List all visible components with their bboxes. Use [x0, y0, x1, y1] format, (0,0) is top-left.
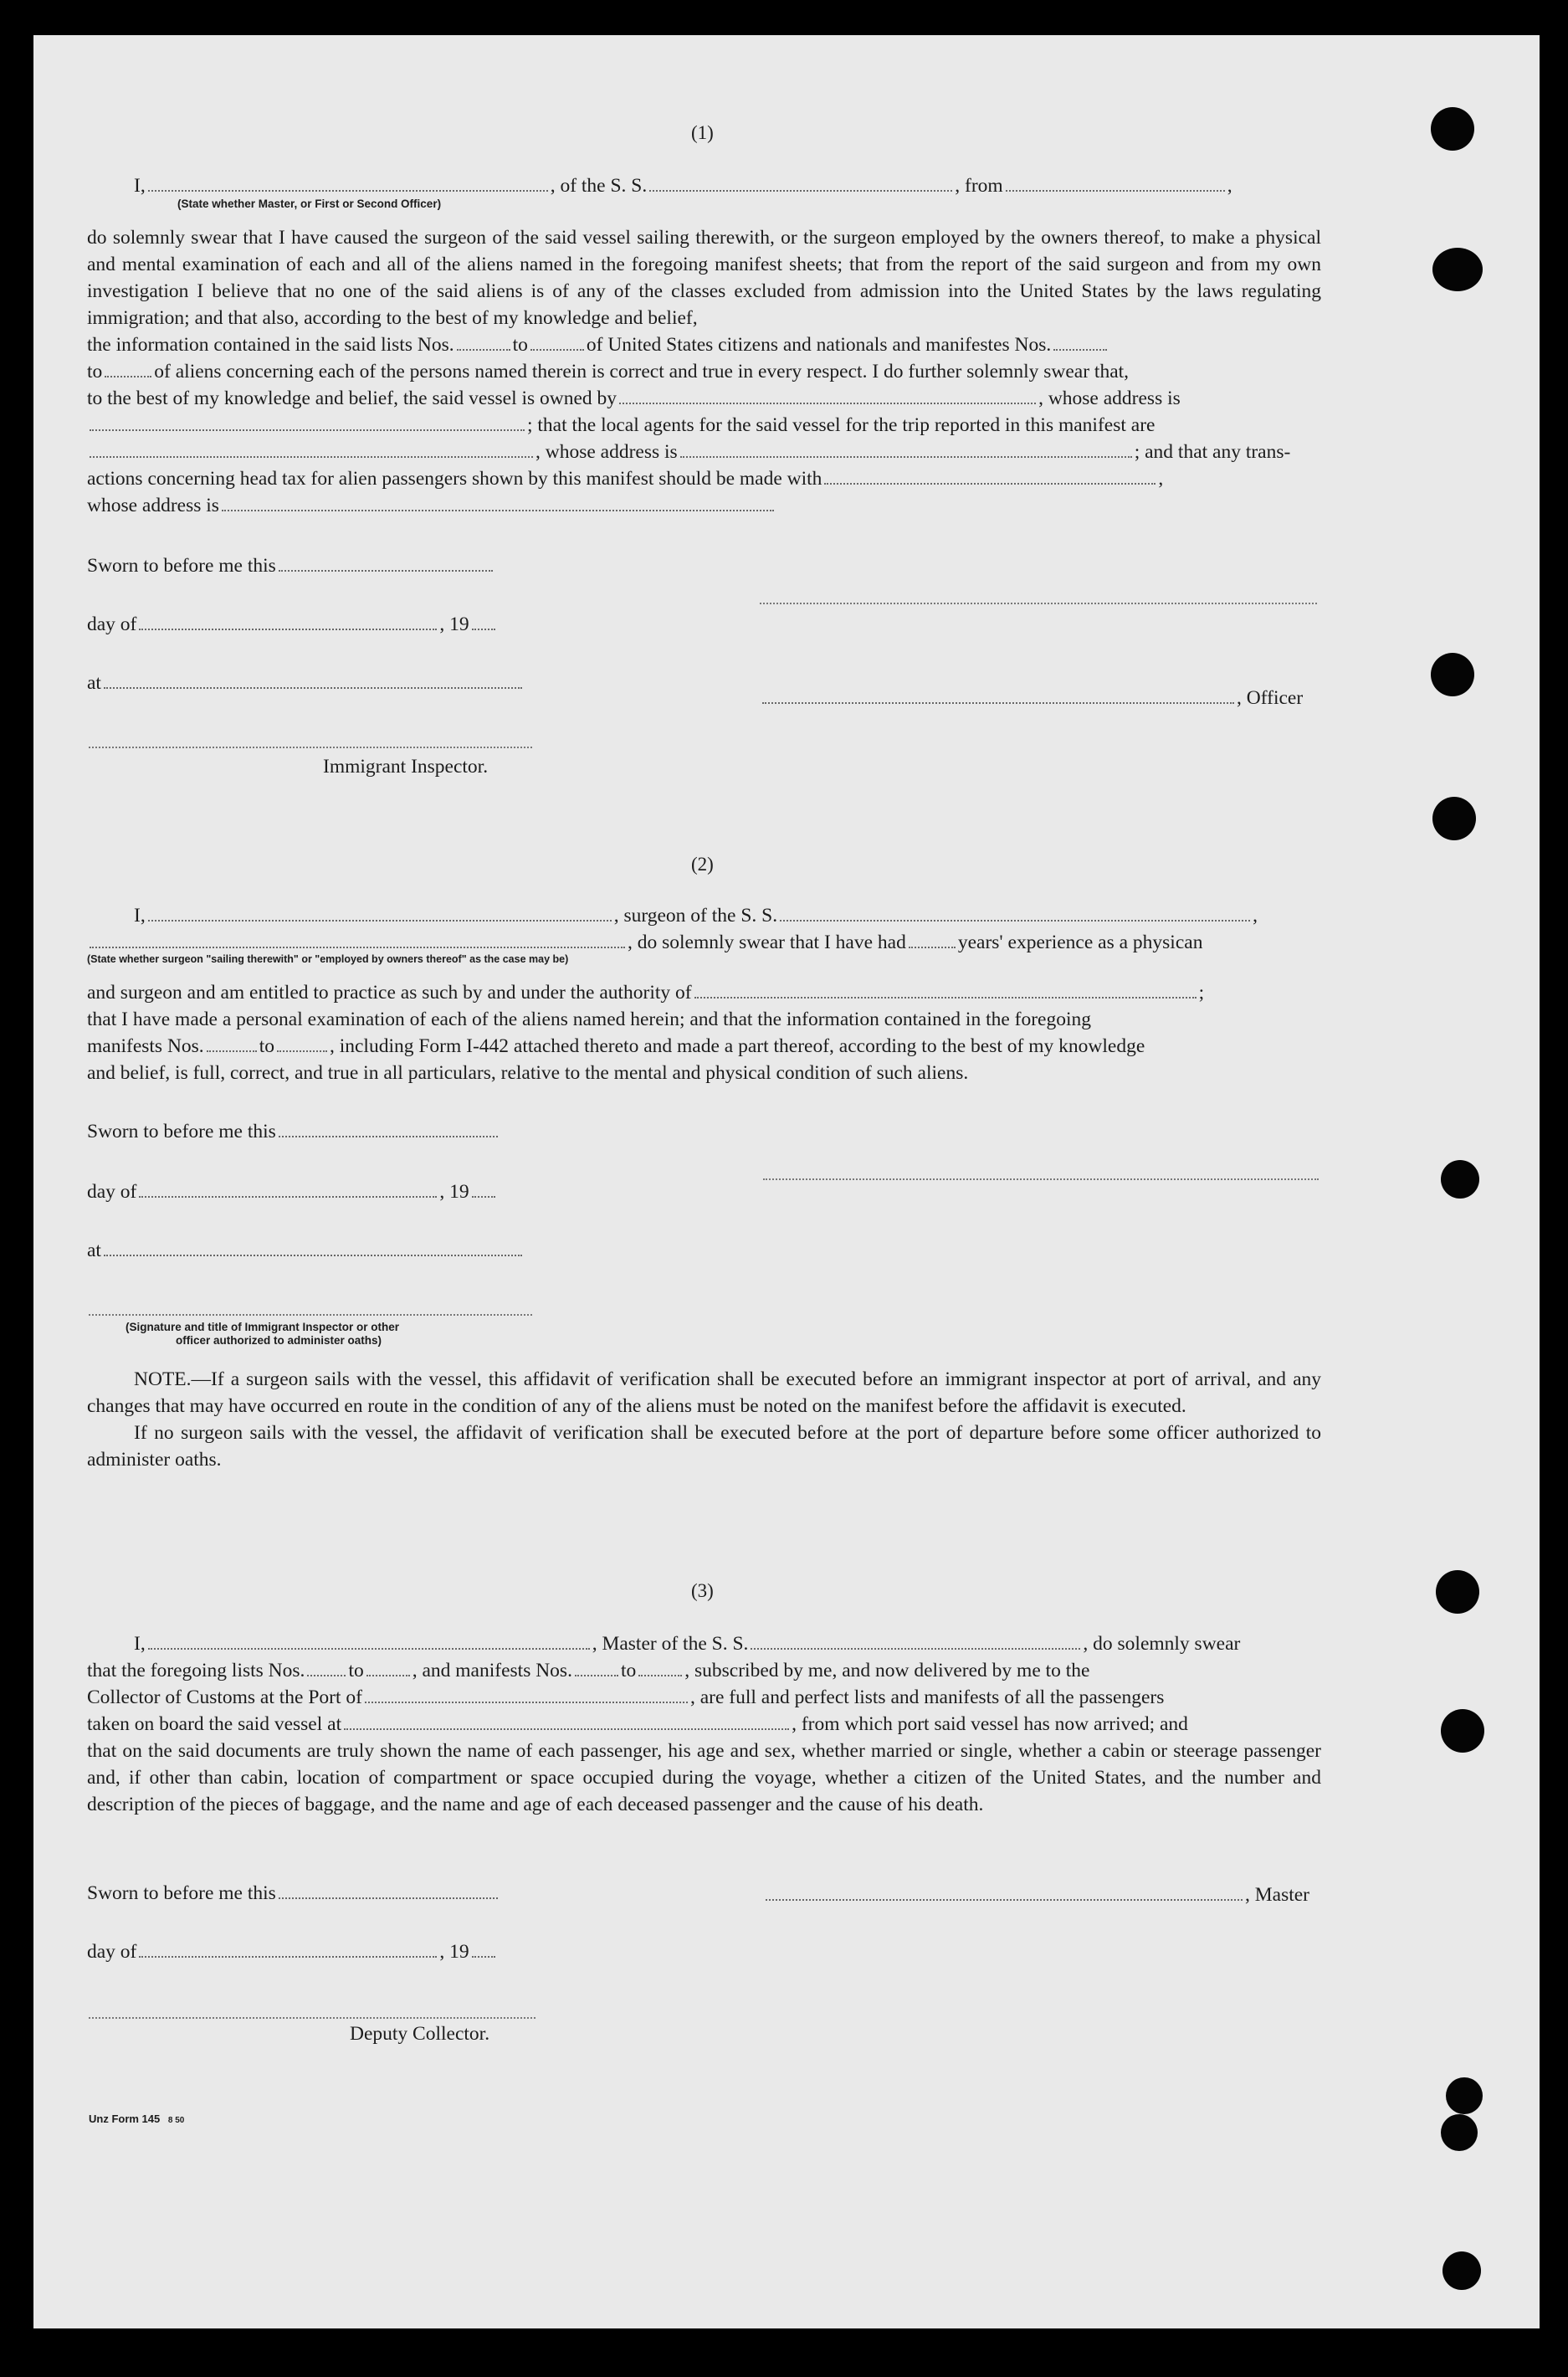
section-2-number: (2) [691, 854, 714, 875]
inspector-signature-line[interactable] [89, 747, 532, 748]
text: manifests Nos. [87, 1035, 204, 1057]
punch-hole [1441, 1709, 1484, 1753]
documents-paragraph: that on the said documents are truly shown the name of each passenger, his age and sex, whether married or single, whether a cabin or steerage passenger and, if other than cabin, location of compartment or space occupied during the voyage, whether a citizen of the United States, and the number and description of the pieces of baggage, and the name and age of each deceased passenger and the cause of his death. [87, 1740, 1321, 1815]
surgeon-type-caption: (State whether surgeon "sailing therewith" or "employed by owners thereof" as the case may be) [87, 953, 569, 965]
port-of-embarkation-field[interactable] [344, 1728, 789, 1730]
agents-line [87, 412, 1155, 439]
agents-address-line [87, 439, 1290, 465]
at-place-field[interactable] [104, 687, 522, 689]
text: I, [134, 175, 146, 197]
to-line [87, 358, 1129, 385]
manifests-to-field-3[interactable] [638, 1675, 682, 1676]
manifests-from-field-3[interactable] [575, 1675, 618, 1676]
text: I, [134, 1633, 146, 1655]
text: at [87, 672, 101, 694]
day-of-line-3 [87, 1938, 498, 1965]
punch-hole [1446, 2077, 1483, 2114]
at-line-2 [87, 1237, 525, 1264]
text: I, [134, 905, 146, 927]
section-1-number: (1) [691, 122, 714, 143]
text: years' experience as a physican [957, 932, 1203, 953]
text: 8 50 [167, 2116, 185, 2125]
text: to [87, 361, 103, 382]
section-3-number: (3) [691, 1580, 714, 1601]
text: ; that the local agents for the said vessel for the trip reported in this manifest are [527, 414, 1156, 436]
text: , do solemnly swear that I have had [628, 932, 906, 953]
text: , whose address is [1038, 388, 1181, 409]
text: , do solemnly swear [1083, 1633, 1241, 1655]
belief-line: and belief, is full, correct, and true in all particulars, relative to the mental and physical condition of such aliens. [87, 1062, 969, 1084]
manifests-from-field[interactable] [207, 1050, 257, 1052]
head-tax-line [87, 465, 1163, 492]
punch-hole [1436, 1570, 1479, 1614]
punch-hole [1441, 1160, 1479, 1199]
at-line [87, 670, 525, 696]
text: Sworn to before me this [87, 555, 276, 577]
text: Unz Form 145 [89, 2113, 161, 2125]
inspector-signature-line-2[interactable] [89, 1314, 532, 1316]
deputy-title: Deputy Collector. [350, 2023, 490, 2045]
section-1-body [87, 224, 1321, 331]
punch-hole [1442, 2251, 1481, 2290]
text: , [1253, 905, 1258, 927]
manifests-line [87, 1033, 1145, 1060]
years-experience-field[interactable] [909, 947, 956, 948]
text: , of the S. S. [550, 175, 648, 197]
text: , Master [1245, 1884, 1310, 1906]
day-of-line [87, 611, 498, 638]
vessel-name-field[interactable] [649, 190, 952, 192]
officer-signature-line-top[interactable] [760, 603, 1317, 604]
sworn-line-3 [87, 1880, 500, 1907]
sworn-date-field[interactable] [279, 570, 493, 572]
text: , Master of the S. S. [592, 1633, 749, 1655]
deputy-signature-line[interactable] [89, 2017, 535, 2019]
surgeon-vessel-field[interactable] [780, 920, 1250, 922]
master-vessel-field[interactable] [751, 1648, 1080, 1650]
text: to [512, 334, 528, 356]
signature-caption-2: officer authorized to administer oaths) [176, 1334, 382, 1347]
text: , 19 [439, 1941, 469, 1963]
day-of-field-2[interactable] [139, 1196, 437, 1198]
text: day of [87, 614, 137, 635]
oath-paragraph: do solemnly swear that I have caused the surgeon of the said vessel sailing therewith, or the surgeon employed by the owners thereof, to make a physical and mental examination of each and all of the aliens named in the foregoing manifest sheets; that from the report of the said surgeon and from my own investigation I believe that no one of the said aliens is of any of the classes excluded from admission into the United States by the laws regulating immigration; and that also, according to the best of my knowledge and belief, [87, 227, 1321, 329]
inspector-title: Immigrant Inspector. [323, 756, 489, 778]
surgeon-signature-line[interactable] [763, 1178, 1319, 1180]
text: to [620, 1660, 637, 1681]
from-port-field[interactable] [1006, 190, 1225, 192]
manifests-to-field[interactable] [277, 1050, 327, 1052]
head-tax-contact-field[interactable] [824, 483, 1156, 485]
lists-to-field[interactable] [530, 349, 584, 351]
master-signature-field[interactable] [766, 1899, 1243, 1901]
punch-hole [1431, 107, 1474, 151]
day-of-field-3[interactable] [139, 1956, 437, 1958]
text: Sworn to before me this [87, 1882, 276, 1904]
owner-address-field[interactable] [90, 429, 525, 431]
form-number [89, 2113, 184, 2128]
authority-line [87, 979, 1204, 1006]
note-block [87, 1366, 1321, 1473]
text: , [1227, 175, 1232, 197]
punch-hole [1432, 797, 1476, 840]
text: , including Form I-442 attached thereto and made a part thereof, according to the best of my knowledge [329, 1035, 1145, 1057]
manifests-to-field[interactable] [105, 376, 151, 377]
sworn-line-2 [87, 1118, 500, 1145]
sworn-date-field-3[interactable] [279, 1897, 498, 1899]
agents-address-field[interactable] [680, 456, 1132, 458]
text: at [87, 1240, 101, 1261]
text: , and manifests Nos. [412, 1660, 572, 1681]
year-field[interactable] [472, 629, 495, 630]
text: that the foregoing lists Nos. [87, 1660, 305, 1681]
collector-line [87, 1684, 1164, 1711]
surgeon-name-field[interactable] [148, 920, 612, 922]
lists-nos-line [87, 331, 1109, 358]
text: , [1158, 468, 1164, 490]
master-name-field[interactable] [148, 1648, 590, 1650]
sworn-date-field-2[interactable] [279, 1136, 498, 1137]
day-of-field[interactable] [139, 629, 437, 630]
text: and surgeon and am entitled to practice as such by and under the authority of [87, 982, 692, 1004]
text: to the best of my knowledge and belief, the said vessel is owned by [87, 388, 617, 409]
section-3-line-1 [134, 1630, 1240, 1657]
exam-line: that I have made a personal examination of each of the aliens named herein; and that the information contained in the foregoing [87, 1009, 1092, 1030]
port-field[interactable] [365, 1702, 688, 1703]
text: ; [1198, 982, 1205, 1004]
taken-line [87, 1711, 1188, 1738]
text: actions concerning head tax for alien passengers shown by this manifest should be made with [87, 468, 822, 490]
text: of United States citizens and nationals and manifestes Nos. [586, 334, 1052, 356]
section-3-body [87, 1738, 1321, 1818]
text: whose address is [87, 495, 219, 516]
authority-field[interactable] [694, 997, 1196, 999]
head-tax-address-field[interactable] [222, 510, 774, 511]
text: , subscribed by me, and now delivered by me to the [684, 1660, 1090, 1681]
agents-field[interactable] [90, 456, 533, 458]
surgeon-type-field[interactable] [90, 947, 625, 948]
text: Collector of Customs at the Port of [87, 1686, 362, 1708]
punch-hole [1441, 2114, 1478, 2151]
year-field-3[interactable] [472, 1956, 495, 1958]
owned-by-line [87, 385, 1181, 412]
text: taken on board the said vessel at [87, 1713, 342, 1735]
section-2-line-1 [134, 902, 1258, 929]
text: , 19 [439, 614, 469, 635]
whose-address-line [87, 492, 776, 519]
text: , Officer [1237, 687, 1304, 709]
officer-rank-caption: (State whether Master, or First or Second Officer) [177, 198, 442, 210]
lists-from-field-3[interactable] [307, 1675, 346, 1676]
sworn-line [87, 552, 495, 579]
text: , whose address is [535, 441, 678, 463]
master-signature-line [763, 1882, 1309, 1908]
text: the information contained in the said lists Nos. [87, 334, 454, 356]
note-paragraph-2: If no surgeon sails with the vessel, the affidavit of verification shall be executed before at the port of departure before some officer authorized to administer oaths. [87, 1422, 1321, 1471]
at-place-field-2[interactable] [104, 1255, 522, 1256]
manifests-from-field[interactable] [1053, 349, 1107, 351]
text: of aliens concerning each of the persons named therein is correct and true in every respect. I do further solemnly swear that, [154, 361, 1130, 382]
text: to [348, 1660, 364, 1681]
day-of-line-2 [87, 1178, 498, 1205]
officer-name-field[interactable] [148, 190, 548, 192]
text: , are full and perfect lists and manifests of all the passengers [689, 1686, 1165, 1708]
punch-hole [1431, 653, 1474, 696]
lists-to-field-3[interactable] [366, 1675, 410, 1676]
text: to [259, 1035, 274, 1057]
text: ; and that any trans- [1134, 441, 1291, 463]
owner-field[interactable] [619, 403, 1036, 404]
text: , 19 [439, 1181, 469, 1203]
text: , from [955, 175, 1003, 197]
text: day of [87, 1181, 137, 1203]
lists-from-field[interactable] [457, 349, 510, 351]
text: , surgeon of the S. S. [613, 905, 778, 927]
officer-signature-field[interactable] [762, 702, 1234, 704]
officer-line [760, 685, 1303, 711]
signature-caption-1: (Signature and title of Immigrant Inspector or other [126, 1321, 400, 1333]
text: Sworn to before me this [87, 1121, 276, 1142]
year-field-2[interactable] [472, 1196, 495, 1198]
text: , from which port said vessel has now arrived; and [792, 1713, 1188, 1735]
note-paragraph-1: NOTE.—If a surgeon sails with the vessel, this affidavit of verification shall be executed before an immigrant inspector at port of arrival, and any changes that may have occurred en route in the condition of any of the aliens must be noted on the manifest before the affidavit is executed. [87, 1368, 1321, 1417]
text: day of [87, 1941, 137, 1963]
lists-line [87, 1657, 1090, 1684]
punch-hole [1432, 248, 1483, 291]
section-1-line-1 [134, 172, 1232, 199]
